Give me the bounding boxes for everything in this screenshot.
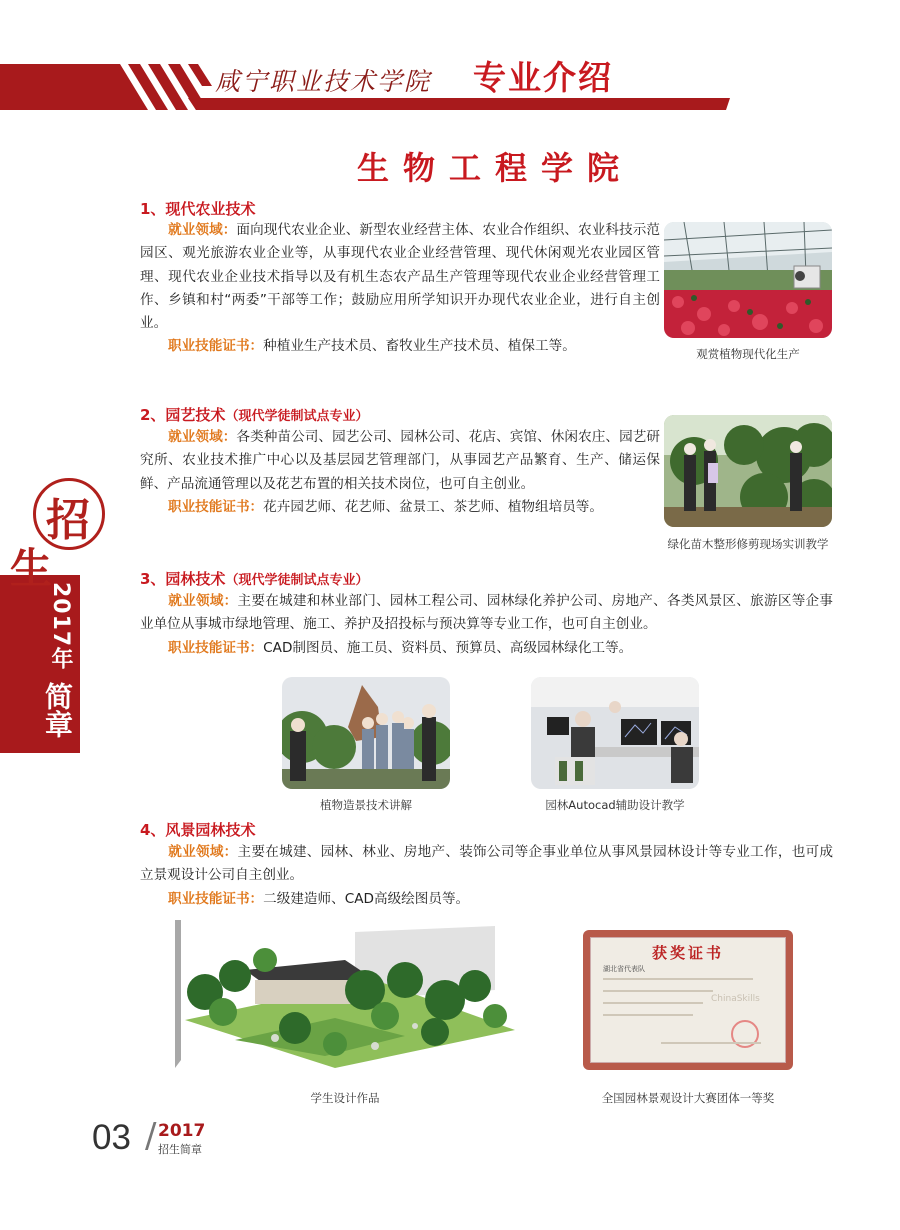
certificate-line <box>603 978 753 980</box>
cad-lab-photo <box>531 677 699 789</box>
certificate-team: 湖北省代表队 <box>603 965 645 973</box>
award-certificate <box>583 930 793 1070</box>
certificate-line <box>661 1042 761 1044</box>
side-year: 2017年 <box>48 582 73 671</box>
certificate-inner <box>590 937 786 1063</box>
cert-label: 职业技能证书： <box>168 890 264 907</box>
college-title: 生物工程学院 <box>356 149 633 187</box>
page-slash: / <box>145 1116 157 1156</box>
school-name: 咸宁职业技术学院 <box>215 67 432 96</box>
lecture-photo <box>282 677 450 789</box>
pruning-photo <box>664 415 832 527</box>
employment-label: 就业领域： <box>168 844 238 860</box>
greenhouse-caption: 观赏植物现代化生产 <box>696 347 800 361</box>
employment-text: 主要在城建、园林、林业、房地产、装饰公司等企事业单位从事风景园林设计等专业工作，也可成立景观设计公司自主创业。 <box>140 844 833 884</box>
section-body-4 <box>140 841 833 911</box>
page-number: 03 <box>92 1118 131 1157</box>
certificate-line <box>603 1002 703 1004</box>
section-body-2 <box>140 426 660 519</box>
side-glyph-zhao: 招 <box>46 495 90 546</box>
cert-text: 二级建造师、CAD高级绘图员等。 <box>263 890 470 907</box>
cad-lab-caption: 园林Autocad辅助设计教学 <box>545 798 685 812</box>
cert-text: 花卉园艺师、花艺师、盆景工、茶艺师、植物组培员等。 <box>263 498 603 515</box>
employment-label: 就业领域： <box>168 222 237 238</box>
employment-label: 就业领域： <box>168 429 237 445</box>
landscape-design-image <box>175 920 520 1068</box>
design-caption: 学生设计作品 <box>310 1091 380 1105</box>
employment-label: 就业领域： <box>168 593 238 609</box>
employment-text: 各类种苗公司、园艺公司、园林公司、花店、宾馆、休闲农庄、园艺研究所、农业技术推广中心以及基层园艺管理部门，从事园艺产品繁育、生产、储运保鲜、产品流通管理以及花艺布置的相关技术岗位，也可自主创业。 <box>140 429 660 492</box>
employment-text: 面向现代农业企业、新型农业经营主体、农业合作组织、农业科技示范园区、观光旅游农业企业等，从事现代农业企业经营管理、现代休闲观光农业园区管理、现代农业企业技术指导以及有机生态农产品生产管理等现代农业企业经营管理工作、乡镇和村“两委”干部等工作；鼓励应用所学知识开办现代农业企业，进行自主创业。 <box>140 222 660 332</box>
certificate-logo: ChinaSkills <box>711 994 760 1004</box>
section-title-2: 2、园艺技术（现代学徒制试点专业） <box>140 406 369 424</box>
certificate-line <box>603 990 713 992</box>
footer-year: 2017 <box>158 1121 206 1141</box>
section-title-4: 4、风景园林技术 <box>140 821 256 839</box>
side-word: 简章 <box>41 682 74 738</box>
cert-label: 职业技能证书： <box>168 498 264 515</box>
lecture-caption: 植物造景技术讲解 <box>320 798 412 812</box>
section-body-3 <box>140 590 833 660</box>
employment-text: 主要在城建和林业部门、园林工程公司、园林绿化养护公司、房地产、各类风景区、旅游区等企事业单位从事城市绿地管理、施工、养护及招投标与预决算等专业工作，也可自主创业。 <box>140 593 833 633</box>
footer-label: 招生简章 <box>158 1143 202 1156</box>
section-title-1: 1、现代农业技术 <box>140 200 256 218</box>
side-glyph-sheng: 生 <box>10 544 53 593</box>
cert-text: 种植业生产技术员、畜牧业生产技术员、植保工等。 <box>263 338 576 355</box>
cert-label: 职业技能证书： <box>168 338 264 355</box>
greenhouse-photo <box>664 222 832 338</box>
cert-label: 职业技能证书： <box>168 639 264 656</box>
page-title: 专业介绍 <box>473 58 613 97</box>
section-body-1 <box>140 219 660 359</box>
award-caption: 全国园林景观设计大赛团体一等奖 <box>601 1091 775 1105</box>
certificate-line <box>603 1014 693 1016</box>
pruning-caption: 绿化苗木整形修剪现场实训教学 <box>667 537 829 551</box>
cert-text: CAD制图员、施工员、资料员、预算员、高级园林绿化工等。 <box>263 639 633 656</box>
certificate-title: 获奖证书 <box>651 944 724 962</box>
section-title-3: 3、园林技术（现代学徒制试点专业） <box>140 570 369 588</box>
